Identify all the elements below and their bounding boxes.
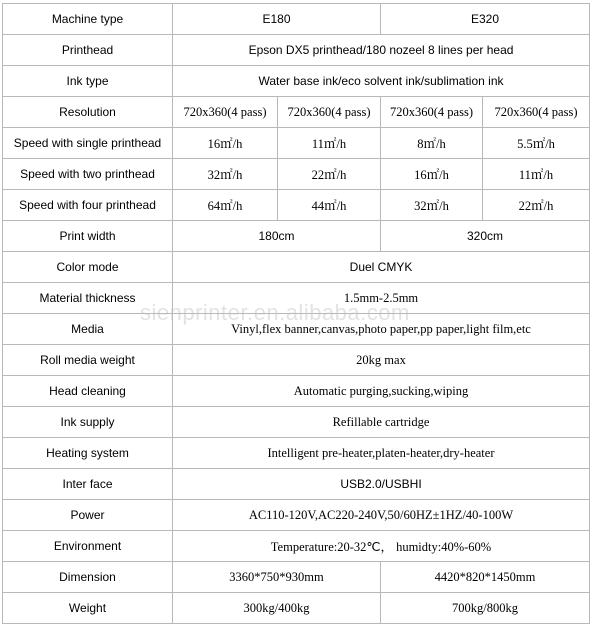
spec-value: 16㎡/h: [173, 128, 278, 159]
spec-value: 32㎡/h: [173, 159, 278, 190]
spec-value: 5.5㎡/h: [483, 128, 590, 159]
spec-value: AC110-120V,AC220-240V,50/60HZ±1HZ/40-100W: [173, 500, 590, 531]
spec-row: [3, 531, 590, 562]
spec-label: Weight: [3, 593, 173, 624]
spec-row: [3, 97, 590, 128]
spec-label: Speed with two printhead: [3, 159, 173, 190]
spec-label: Inter face: [3, 469, 173, 500]
spec-value: Epson DX5 printhead/180 nozeel 8 lines per head: [173, 35, 590, 66]
spec-label: Material thickness: [3, 283, 173, 314]
spec-row: [3, 66, 590, 97]
spec-label: Ink type: [3, 66, 173, 97]
spec-value: 1.5mm-2.5mm: [173, 283, 590, 314]
spec-row: [3, 407, 590, 438]
spec-label: Color mode: [3, 252, 173, 283]
spec-row: [3, 4, 590, 35]
watermark: sienprinter.en.alibaba.com: [140, 300, 410, 325]
spec-row: [3, 221, 590, 252]
spec-label: Heating system: [3, 438, 173, 469]
spec-value: 20kg max: [173, 345, 590, 376]
spec-row: [3, 128, 590, 159]
spec-value: 720x360(4 pass): [381, 97, 483, 128]
spec-label: Head cleaning: [3, 376, 173, 407]
spec-value: 180cm: [173, 221, 381, 252]
spec-label: Media: [3, 314, 173, 345]
spec-label: Dimension: [3, 562, 173, 593]
spec-row: [3, 500, 590, 531]
spec-label: Print width: [3, 221, 173, 252]
spec-value: 8㎡/h: [381, 128, 483, 159]
spec-row: [3, 562, 590, 593]
spec-table: [2, 3, 590, 624]
spec-value: Vinyl,flex banner,canvas,photo paper,pp paper,light film,etc: [173, 314, 590, 345]
spec-value: 300kg/400kg: [173, 593, 381, 624]
spec-value: 11㎡/h: [483, 159, 590, 190]
spec-value: Refillable cartridge: [173, 407, 590, 438]
spec-label: Roll media weight: [3, 345, 173, 376]
spec-value: 22㎡/h: [278, 159, 381, 190]
spec-row: [3, 376, 590, 407]
spec-row: [3, 469, 590, 500]
spec-value: Intelligent pre-heater,platen-heater,dry-heater: [173, 438, 590, 469]
spec-row: [3, 35, 590, 66]
spec-row: [3, 190, 590, 221]
spec-row: [3, 314, 590, 345]
spec-row: [3, 593, 590, 624]
spec-row: [3, 438, 590, 469]
spec-label: Environment: [3, 531, 173, 562]
spec-table-body: [3, 4, 590, 624]
spec-value: USB2.0/USBHI: [173, 469, 590, 500]
spec-value: 720x360(4 pass): [173, 97, 278, 128]
spec-value: 32㎡/h: [381, 190, 483, 221]
spec-value: 11㎡/h: [278, 128, 381, 159]
spec-value: 64㎡/h: [173, 190, 278, 221]
spec-value: Duel CMYK: [173, 252, 590, 283]
spec-label: Printhead: [3, 35, 173, 66]
spec-value: 44㎡/h: [278, 190, 381, 221]
spec-label: Resolution: [3, 97, 173, 128]
spec-row: [3, 252, 590, 283]
spec-value: 4420*820*1450mm: [381, 562, 590, 593]
spec-label: Machine type: [3, 4, 173, 35]
spec-value: 16㎡/h: [381, 159, 483, 190]
spec-value: Water base ink/eco solvent ink/sublimation ink: [173, 66, 590, 97]
spec-value: 700kg/800kg: [381, 593, 590, 624]
spec-value: 22㎡/h: [483, 190, 590, 221]
spec-value: 720x360(4 pass): [483, 97, 590, 128]
spec-label: Ink supply: [3, 407, 173, 438]
spec-label: Speed with single printhead: [3, 128, 173, 159]
spec-value: 720x360(4 pass): [278, 97, 381, 128]
spec-value: Automatic purging,sucking,wiping: [173, 376, 590, 407]
spec-value: 320cm: [381, 221, 590, 252]
spec-value: 3360*750*930mm: [173, 562, 381, 593]
spec-row: [3, 345, 590, 376]
spec-value: E180: [173, 4, 381, 35]
spec-row: [3, 283, 590, 314]
spec-value: Temperature:20-32℃， humidty:40%-60%: [173, 531, 590, 562]
spec-label: Power: [3, 500, 173, 531]
spec-label: Speed with four printhead: [3, 190, 173, 221]
spec-row: [3, 159, 590, 190]
spec-value: E320: [381, 4, 590, 35]
